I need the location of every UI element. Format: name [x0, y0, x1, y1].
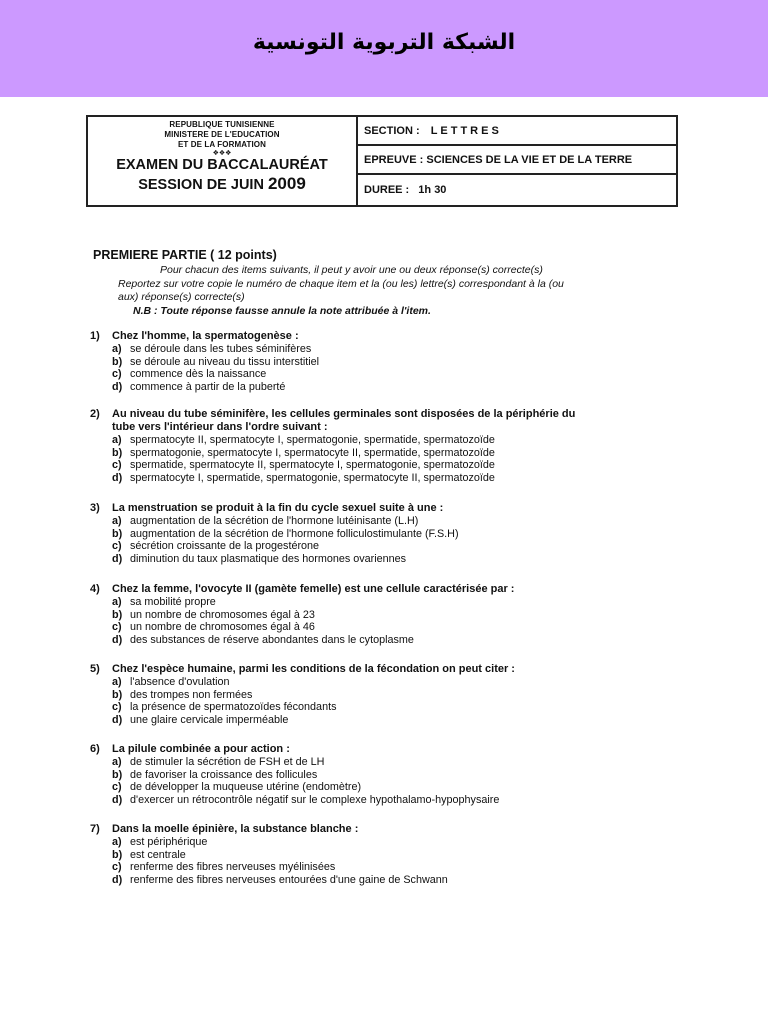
option-letter: a) [112, 596, 122, 608]
exam-header [86, 115, 678, 207]
answer-option [90, 849, 650, 862]
answer-option [90, 676, 650, 689]
question-title [90, 663, 650, 676]
option-text: se déroule dans les tubes séminifères [130, 343, 312, 355]
option-text: la présence de spermatozoïdes fécondants [130, 701, 337, 714]
option-text: spermatocyte II, spermatocyte I, spermatogonie, spermatide, spermatozoïde [130, 434, 495, 446]
question-text: La menstruation se produit à la fin du cycle sexuel suite à une : [112, 502, 444, 514]
answer-option [90, 343, 650, 356]
option-letter: d) [112, 873, 123, 886]
answer-option [90, 596, 650, 609]
question-item [90, 502, 650, 565]
answer-option [90, 861, 650, 874]
question-number: 5) [90, 663, 100, 675]
answer-option [90, 701, 650, 714]
question-number: 2) [90, 408, 100, 420]
question-title [90, 743, 650, 756]
option-letter: d) [112, 471, 123, 484]
option-text: augmentation de la sécrétion de l'hormone folliculostimulante (F.S.H) [130, 527, 459, 540]
question-text: Chez la femme, l'ovocyte II (gamète femelle) est une cellule caractérisée par : [112, 583, 515, 595]
instruction-line-3: aux) réponse(s) correcte(s) [118, 291, 245, 303]
answer-option [90, 621, 650, 634]
part-title: PREMIERE PARTIE ( 12 points) [93, 248, 277, 262]
duree-label: DUREE : [364, 184, 410, 196]
question-number: 1) [90, 330, 100, 342]
option-letter: c) [112, 621, 122, 634]
republic-text: REPUBLIQUE TUNISIENNE [169, 120, 275, 129]
answer-option [90, 356, 650, 369]
option-text: renferme des fibres nerveuses entourées d'une gaine de Schwann [130, 873, 448, 886]
ministry-line-1: MINISTERE DE L'EDUCATION [164, 130, 280, 139]
option-letter: b) [112, 355, 123, 368]
option-letter: d) [112, 713, 123, 726]
decoration-ornament: ❖❖❖ [212, 150, 232, 157]
option-letter: b) [112, 848, 123, 861]
question-title [90, 408, 650, 421]
option-text: diminution du taux plasmatique des hormones ovariennes [130, 552, 407, 565]
session-line [88, 174, 356, 195]
option-text: spermatide, spermatocyte II, spermatocyte I, spermatogonie, spermatozoïde [130, 459, 495, 472]
option-letter: b) [112, 527, 123, 540]
option-text: une glaire cervicale imperméable [130, 713, 289, 726]
answer-option [90, 472, 650, 485]
answer-option [90, 794, 650, 807]
question-text: Chez l'espèce humaine, parmi les conditions de la fécondation on peut citer : [112, 663, 515, 675]
option-text: d'exercer un rétrocontrôle négatif sur le complexe hypothalamo-hypophysaire [130, 793, 500, 806]
option-text: renferme des fibres nerveuses myélinisées [130, 861, 336, 874]
option-text: se déroule au niveau du tissu interstitiel [130, 355, 320, 368]
option-letter: b) [112, 688, 123, 701]
session-year: 2009 [267, 174, 306, 193]
answer-option [90, 540, 650, 553]
option-text: est centrale [130, 848, 186, 861]
answer-option [90, 368, 650, 381]
nb-note: N.B : Toute réponse fausse annule la note attribuée à l'item. [133, 305, 431, 317]
question-number: 3) [90, 502, 100, 514]
option-letter: d) [112, 552, 123, 565]
option-letter: b) [112, 446, 123, 459]
instruction-line-1: Pour chacun des items suivants, il peut y avoir une ou deux réponse(s) correcte(s) [160, 264, 543, 276]
option-letter: a) [112, 515, 122, 527]
site-title: الشبكة التربوية التونسية [252, 30, 516, 55]
option-text: sa mobilité propre [130, 596, 216, 608]
epreuve-label: EPREUVE : [364, 154, 424, 166]
section-cell [358, 117, 676, 146]
option-letter: c) [112, 368, 122, 381]
answer-option [90, 434, 650, 447]
option-letter: a) [112, 434, 122, 446]
answer-option [90, 689, 650, 702]
question-item [90, 583, 650, 646]
section-value: LETTRES [430, 125, 502, 137]
answer-option [90, 515, 650, 528]
answer-option [90, 447, 650, 460]
option-letter: a) [112, 836, 122, 848]
option-letter: a) [112, 756, 122, 768]
exam-header-left [88, 117, 358, 205]
answer-option [90, 459, 650, 472]
option-text: est périphérique [130, 836, 208, 848]
option-letter: d) [112, 633, 123, 646]
answer-option [90, 634, 650, 647]
session-label: SESSION DE JUIN [138, 177, 264, 193]
section-label: SECTION : [364, 125, 420, 137]
question-title [90, 823, 650, 836]
question-text: La pilule combinée a pour action : [112, 743, 290, 755]
ministry-line-2: ET DE LA FORMATION [177, 140, 266, 149]
option-text: de stimuler la sécrétion de FSH et de LH [130, 756, 325, 768]
question-title [90, 330, 650, 343]
answer-option [90, 528, 650, 541]
option-letter: c) [112, 781, 122, 794]
question-text: Dans la moelle épinière, la substance blanche : [112, 823, 359, 835]
question-number: 7) [90, 823, 100, 835]
option-letter: d) [112, 793, 123, 806]
option-letter: c) [112, 861, 122, 874]
option-text: l'absence d'ovulation [130, 676, 230, 688]
republic-label [88, 120, 356, 150]
option-letter: b) [112, 768, 123, 781]
answer-option [90, 609, 650, 622]
option-text: des trompes non fermées [130, 688, 253, 701]
option-text: spermatocyte I, spermatide, spermatogonie, spermatocyte II, spermatozoïde [130, 471, 495, 484]
question-item [90, 823, 650, 886]
question-item [90, 330, 650, 393]
epreuve-value: SCIENCES DE LA VIE ET DE LA TERRE [426, 154, 633, 166]
option-letter: b) [112, 608, 123, 621]
option-letter: c) [112, 701, 122, 714]
question-title [90, 502, 650, 515]
question-item [90, 408, 650, 484]
option-text: un nombre de chromosomes égal à 23 [130, 608, 315, 621]
question-number: 4) [90, 583, 100, 595]
option-letter: a) [112, 676, 122, 688]
option-text: de favoriser la croissance des follicules [130, 768, 318, 781]
option-text: sécrétion croissante de la progestérone [130, 540, 320, 553]
answer-option [90, 553, 650, 566]
option-text: de développer la muqueuse utérine (endomètre) [130, 781, 362, 794]
question-number: 6) [90, 743, 100, 755]
option-text: augmentation de la sécrétion de l'hormone lutéinisante (L.H) [130, 515, 419, 527]
option-letter: d) [112, 380, 123, 393]
option-text: un nombre de chromosomes égal à 46 [130, 621, 315, 634]
answer-option [90, 381, 650, 394]
option-text: spermatogonie, spermatocyte I, spermatocyte II, spermatide, spermatozoïde [130, 446, 495, 459]
option-letter: c) [112, 540, 122, 553]
question-text-continued: tube vers l'intérieur dans l'ordre suivant : [112, 421, 328, 433]
option-text: commence dès la naissance [130, 368, 267, 381]
answer-option [90, 769, 650, 782]
question-title [90, 583, 650, 596]
instruction-line-2: Reportez sur votre copie le numéro de chaque item et la (ou les) lettre(s) correspondant à la (ou [118, 278, 564, 290]
question-item [90, 743, 650, 806]
epreuve-cell [358, 146, 676, 175]
option-letter: c) [112, 459, 122, 472]
option-letter: a) [112, 343, 122, 355]
answer-option [90, 756, 650, 769]
option-text: commence à partir de la puberté [130, 380, 286, 393]
duree-value: 1h 30 [418, 184, 447, 196]
question-text: Chez l'homme, la spermatogenèse : [112, 330, 299, 342]
site-banner [0, 0, 768, 97]
question-text: Au niveau du tube séminifère, les cellules germinales sont disposées de la périphérie du [112, 408, 576, 420]
option-text: des substances de réserve abondantes dans le cytoplasme [130, 633, 414, 646]
duree-cell [358, 175, 676, 205]
question-item [90, 663, 650, 726]
answer-option [90, 874, 650, 887]
answer-option [90, 781, 650, 794]
answer-option [90, 714, 650, 727]
exam-title: EXAMEN DU BACCALAURÉAT [116, 157, 328, 173]
answer-option [90, 836, 650, 849]
